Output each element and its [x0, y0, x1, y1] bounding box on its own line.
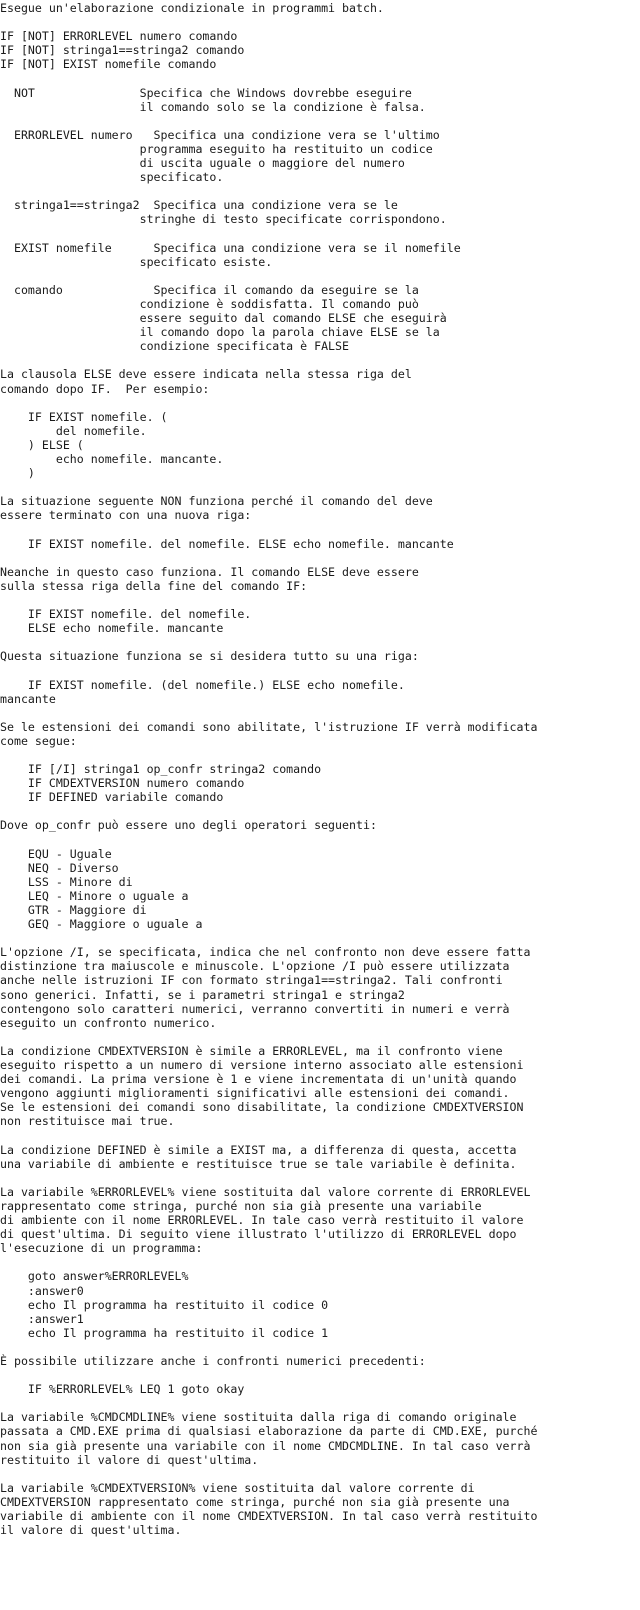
help-text-line: ERRORLEVEL numero Specifica una condizione vera se l'ultimo — [0, 127, 440, 142]
help-text-line: vengono aggiunti miglioramenti significativi alle estensioni dei comandi. — [0, 1086, 510, 1101]
help-text-line: l'esecuzione di un programma: — [0, 1241, 203, 1256]
help-text-line — [0, 635, 640, 649]
help-text-line — [0, 480, 640, 494]
help-text-line: goto answer%ERRORLEVEL% — [0, 1269, 189, 1284]
help-text-line: EXIST nomefile Specifica una condizione vera se il nomefile — [0, 240, 461, 255]
help-text-line: anche nelle istruzioni IF con formato stringa1==stringa2. Tali confronti — [0, 973, 503, 988]
help-text-line: La variabile %CMDCMDLINE% viene sostituita dalla riga di comando originale — [0, 1410, 517, 1425]
help-text-line — [0, 663, 640, 677]
help-text-line — [0, 706, 640, 720]
help-text-line — [0, 1396, 640, 1410]
help-text-line: essere terminato con una nuova riga: — [0, 508, 252, 523]
help-text-line: :answer1 — [0, 1311, 84, 1326]
help-text-line — [0, 269, 640, 283]
help-text-line — [0, 1030, 640, 1044]
help-text-line: La variabile %ERRORLEVEL% viene sostituita dal valore corrente di ERRORLEVEL — [0, 1184, 531, 1199]
help-text-line: Neanche in questo caso funziona. Il comando ELSE deve essere — [0, 564, 419, 579]
help-text-line: IF EXIST nomefile. del nomefile. — [0, 607, 252, 622]
help-text-line: IF EXIST nomefile. (del nomefile.) ELSE echo nomefile. — [0, 677, 405, 692]
help-text-line: distinzione tra maiuscole e minuscole. L'opzione /I può essere utilizzata — [0, 959, 510, 974]
help-text-line: GEQ - Maggiore o uguale a — [0, 917, 203, 932]
help-text-line: variabile di ambiente con il nome CMDEXTVERSION. In tal caso verrà restituito — [0, 1509, 538, 1524]
help-text-line: La variabile %CMDEXTVERSION% viene sostituita dal valore corrente di — [0, 1480, 475, 1495]
help-text-line: dei comandi. La prima versione è 1 e viene incrementata di un'unità quando — [0, 1072, 517, 1087]
help-text-line: Se le estensioni dei comandi sono disabilitate, la condizione CMDEXTVERSION — [0, 1100, 524, 1115]
help-text-line — [0, 931, 640, 945]
help-text-line: IF EXIST nomefile. ( — [0, 409, 168, 424]
help-text-line — [0, 114, 640, 128]
help-text-line: IF EXIST nomefile. del nomefile. ELSE echo nomefile. mancante — [0, 536, 454, 551]
help-text-line: IF DEFINED variabile comando — [0, 790, 224, 805]
help-text-line — [0, 184, 640, 198]
help-text-line: stringa1==stringa2 Specifica una condizione vera se le — [0, 198, 398, 213]
help-text-line: di uscita uguale o maggiore del numero — [0, 156, 405, 171]
help-text-line: comando dopo IF. Per esempio: — [0, 381, 210, 396]
help-text-line: IF [NOT] stringa1==stringa2 comando — [0, 43, 245, 58]
help-text-line — [0, 1340, 640, 1354]
help-text-line — [0, 227, 640, 241]
help-text-line: NOT Specifica che Windows dovrebbe eseguire — [0, 85, 412, 100]
help-text-line: ) — [0, 466, 35, 481]
help-text-line: LEQ - Minore o uguale a — [0, 888, 189, 903]
help-text-line: contengono solo caratteri numerici, verranno convertiti in numeri e verrà — [0, 1001, 510, 1016]
help-text-line: IF [/I] stringa1 op_confr stringa2 comando — [0, 762, 322, 777]
help-text-line — [0, 833, 640, 847]
help-text-line: LSS - Minore di — [0, 874, 133, 889]
help-text-line: È possibile utilizzare anche i confronti numerici precedenti: — [0, 1354, 426, 1368]
help-text-line: il comando solo se la condizione è falsa. — [0, 99, 426, 114]
help-text-line: GTR - Maggiore di — [0, 903, 147, 917]
help-text-line: eseguito rispetto a un numero di versione interno associato alle estensioni — [0, 1058, 524, 1073]
help-text-line — [0, 748, 640, 762]
help-text-line: La situazione seguente NON funziona perché il comando del deve — [0, 494, 433, 509]
help-text-line — [0, 1368, 640, 1382]
help-text-line: stringhe di testo specificate corrispondono. — [0, 212, 447, 227]
help-text-line: Dove op_confr può essere uno degli operatori seguenti: — [0, 818, 377, 833]
help-text-line: echo Il programma ha restituito il codice 0 — [0, 1297, 329, 1312]
help-text-line: NEQ - Diverso — [0, 860, 119, 875]
help-text-line: restituito il valore di quest'ultima. — [0, 1452, 259, 1467]
help-text-line: echo nomefile. mancante. — [0, 452, 224, 466]
help-text-line: sono generici. Infatti, se i parametri stringa1 e stringa2 — [0, 987, 405, 1002]
help-text-line: mancante — [0, 691, 56, 706]
help-text-line: echo Il programma ha restituito il codice 1 — [0, 1325, 329, 1340]
help-text-line: L'opzione /I, se specificata, indica che nel confronto non deve essere fatta — [0, 945, 531, 960]
help-text-line: ) ELSE ( — [0, 437, 84, 452]
help-text-line: CMDEXTVERSION rappresentato come stringa, purché non sia già presente una — [0, 1494, 510, 1509]
help-text-line: di ambiente con il nome ERRORLEVEL. In tale caso verrà restituito il valore — [0, 1213, 524, 1228]
help-text-line — [0, 1129, 640, 1143]
help-text-line: IF [NOT] EXIST nomefile comando — [0, 57, 217, 72]
help-text-line: del nomefile. — [0, 423, 147, 438]
help-text-line: una variabile di ambiente e restituisce true se tale variabile è definita. — [0, 1156, 517, 1171]
help-text-line — [0, 1255, 640, 1269]
help-text-line — [0, 71, 640, 85]
help-text-line: :answer0 — [0, 1283, 84, 1298]
help-text-line: Se le estensioni dei comandi sono abilitate, l'istruzione IF verrà modificata — [0, 719, 538, 734]
help-text-line: passata a CMD.EXE prima di qualsiasi elaborazione da parte di CMD.EXE, purché — [0, 1424, 538, 1439]
help-text-line: essere seguito dal comando ELSE che eseguirà — [0, 311, 447, 326]
help-text-line: La clausola ELSE deve essere indicata nella stessa riga del — [0, 367, 412, 382]
help-text-line — [0, 353, 640, 367]
help-text-line: sulla stessa riga della fine del comando IF: — [0, 578, 308, 593]
help-text-line: come segue: — [0, 733, 77, 748]
help-text-line: di quest'ultima. Di seguito viene illustrato l'utilizzo di ERRORLEVEL dopo — [0, 1227, 517, 1242]
help-text-line — [0, 1467, 640, 1481]
help-text-line: IF %ERRORLEVEL% LEQ 1 goto okay — [0, 1382, 245, 1397]
help-text-line: La condizione CMDEXTVERSION è simile a ERRORLEVEL, ma il confronto viene — [0, 1043, 503, 1058]
help-text-line: eseguito un confronto numerico. — [0, 1015, 217, 1030]
help-text-line — [0, 551, 640, 565]
help-text-line: ELSE echo nomefile. mancante — [0, 621, 224, 636]
help-text-line — [0, 522, 640, 536]
help-text-line: non sia già presente una variabile con il nome CMDCMDLINE. In tal caso verrà — [0, 1438, 531, 1453]
help-text-line: IF CMDEXTVERSION numero comando — [0, 776, 245, 791]
help-text-line — [0, 15, 640, 29]
help-text-line: EQU - Uguale — [0, 846, 112, 861]
help-text-line: Esegue un'elaborazione condizionale in programmi batch. — [0, 1, 384, 15]
help-text-line: specificato esiste. — [0, 254, 273, 269]
help-text-line: comando Specifica il comando da eseguire se la — [0, 282, 419, 297]
help-text-line: condizione è soddisfatta. Il comando può — [0, 296, 419, 311]
help-text-line — [0, 1171, 640, 1185]
help-text-line: IF [NOT] ERRORLEVEL numero comando — [0, 29, 238, 44]
help-text-line: specificato. — [0, 170, 224, 185]
help-text-line: Questa situazione funziona se si desidera tutto su una riga: — [0, 649, 419, 664]
help-text-line — [0, 593, 640, 607]
help-text-line: il comando dopo la parola chiave ELSE se la — [0, 325, 440, 340]
help-text-line: condizione specificata è FALSE — [0, 339, 350, 354]
help-text-line: non restituisce mai true. — [0, 1114, 175, 1129]
help-text-line — [0, 804, 640, 818]
help-text-line: rappresentato come stringa, purché non sia già presente una variabile — [0, 1198, 482, 1213]
help-text-line: La condizione DEFINED è simile a EXIST ma, a differenza di questa, accetta — [0, 1142, 517, 1157]
help-text-line: il valore di quest'ultima. — [0, 1523, 182, 1538]
help-text-line: programma eseguito ha restituito un codice — [0, 141, 433, 156]
help-text-line — [0, 396, 640, 410]
